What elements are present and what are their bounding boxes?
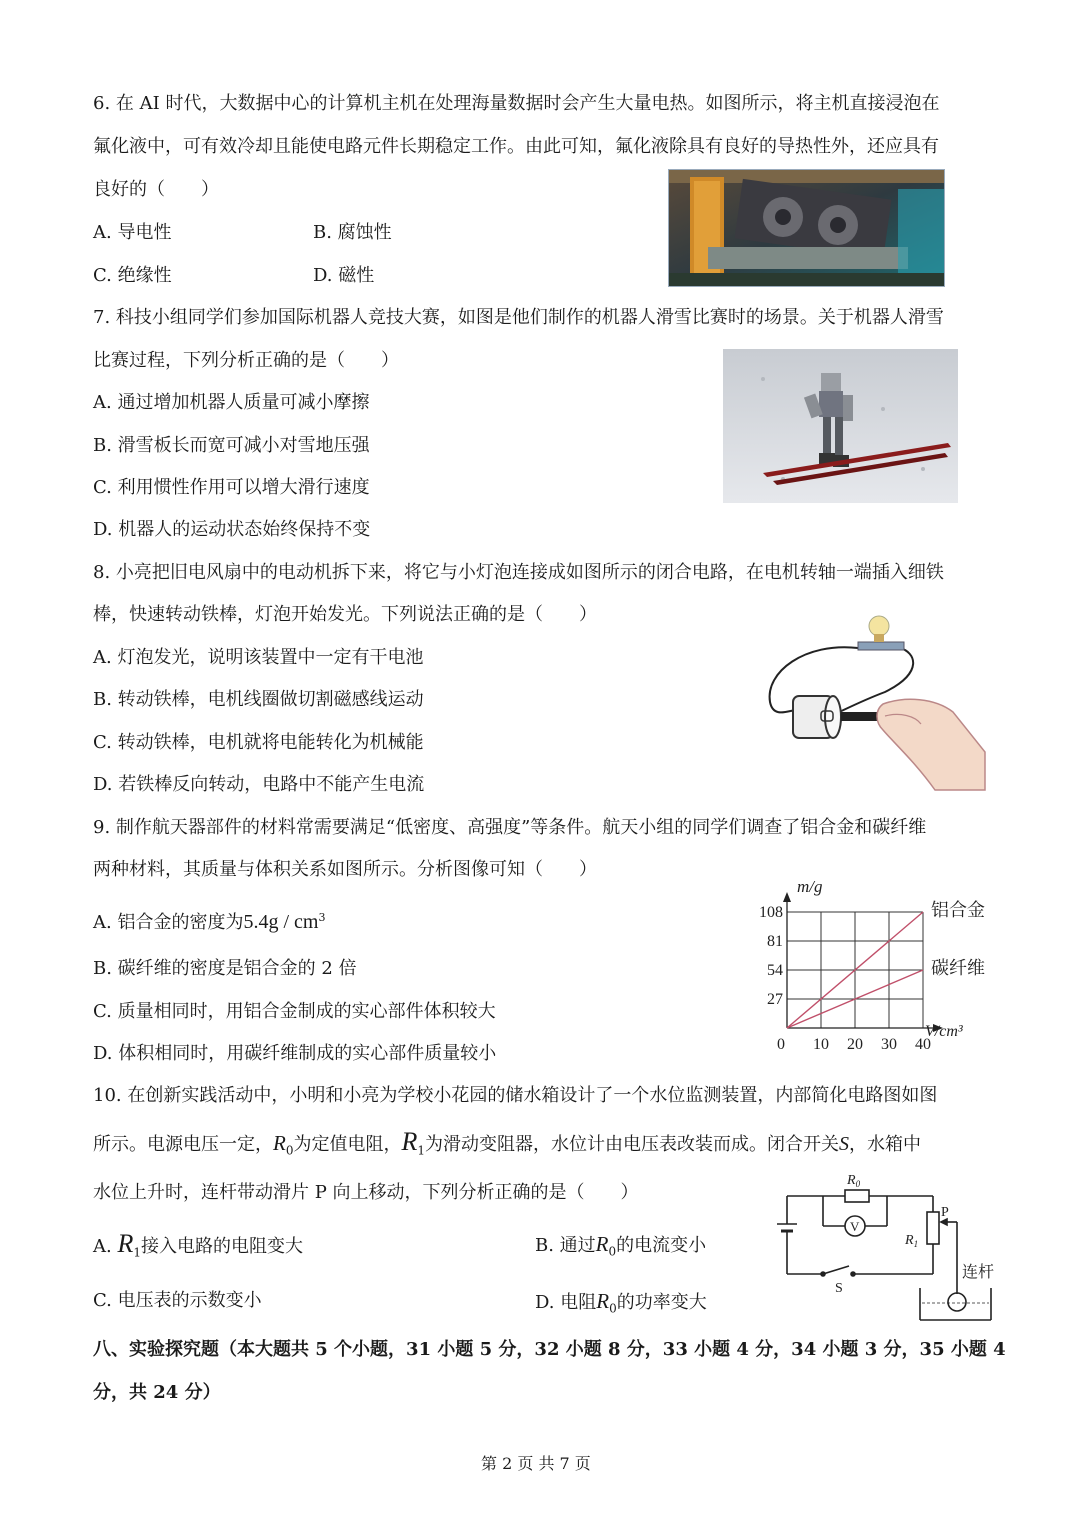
q9-line1: 9. 制作航天器部件的材料常需要满足“低密度、高强度”等条件。航天小组的同学们调查了铝合金和碳纤维 [93, 817, 927, 838]
q10-line2-b: 为定值电阻， [293, 1134, 402, 1155]
chart-x-tick-label: 30 [881, 1036, 897, 1053]
q10-option-b-pre: B. 通过 [535, 1235, 596, 1256]
q6-option-a: A. 导电性 [93, 222, 172, 243]
chart-y-tick-label: 54 [767, 962, 783, 979]
q10-option-b-sub: 0 [608, 1244, 617, 1259]
q7-line2: 比赛过程，下列分析正确的是（ ） [93, 350, 399, 371]
chart-y-tick-label: 81 [767, 933, 783, 950]
q9-option-a [93, 906, 325, 935]
q9-option-d: D. 体积相同时，用碳纤维制成的实心部件质量较小 [93, 1043, 497, 1064]
q10-option-a-pre: A. [93, 1236, 112, 1257]
q7-option-b: B. 滑雪板长而宽可减小对雪地压强 [93, 435, 370, 456]
q9-option-a-sup: 3 [318, 911, 326, 924]
q10-sym-r1: R [401, 1127, 418, 1156]
chart-x-label: V/cm³ [925, 1023, 963, 1040]
immersion-cooling-photo [668, 169, 945, 287]
q8-option-a: A. 灯泡发光，说明该装置中一定有干电池 [93, 647, 424, 668]
float-icon [948, 1293, 966, 1311]
q7-option-a: A. 通过增加机器人质量可减小摩擦 [93, 392, 370, 413]
q10-sym-s: S [839, 1133, 849, 1155]
resistor-r0 [845, 1190, 869, 1202]
q9-option-c: C. 质量相同时，用铝合金制成的实心部件体积较大 [93, 1001, 496, 1022]
q6-line1: 6. 在 AI 时代，大数据中心的计算机主机在处理海量数据时会产生大量电热。如图所示，将主机直接浸泡在 [93, 93, 940, 114]
q7-option-c: C. 利用惯性作用可以增大滑行速度 [93, 477, 370, 498]
q10-option-d [535, 1289, 707, 1321]
q10-sub-1: 1 [417, 1143, 425, 1158]
section8-line2: 分，共 24 分） [93, 1382, 221, 1403]
q10-line2 [93, 1127, 921, 1163]
q7-line1: 7. 科技小组同学们参加国际机器人竞技大赛，如图是他们制作的机器人滑雪比赛时的场景。关于机器人滑雪 [93, 307, 944, 328]
q10-option-d-sym: R [596, 1289, 610, 1313]
q10-line2-a: 所示。电源电压一定， [93, 1134, 273, 1155]
resistor-r1 [927, 1212, 939, 1244]
chart-y-tick-label: 27 [767, 991, 783, 1008]
q8-option-c: C. 转动铁棒，电机就将电能转化为机械能 [93, 732, 424, 753]
circuit-label-r1: $R_1$ [905, 1233, 919, 1249]
q10-line2-d: ，水箱中 [849, 1134, 921, 1155]
chart-y-label: m/g [797, 877, 823, 896]
q6-option-c: C. 绝缘性 [93, 265, 172, 286]
q10-sym-r0: R [273, 1131, 286, 1155]
q6-option-d: D. 磁性 [313, 265, 375, 286]
q6-option-b: B. 腐蚀性 [313, 222, 392, 243]
bulb-holder [858, 642, 904, 650]
q10-sub-0: 0 [285, 1143, 294, 1158]
chart-x-tick-label: 10 [813, 1036, 829, 1053]
circuit-label-s: S [835, 1281, 843, 1296]
circuit-label-rod: 连杆 [962, 1264, 995, 1281]
page-footer: 第 2 页 共 7 页 [481, 1454, 591, 1473]
q10-option-d-post: 的功率变大 [616, 1292, 707, 1313]
circuit-label-v: V [850, 1219, 860, 1234]
q10-option-d-pre: D. 电阻 [535, 1292, 597, 1313]
q10-option-a-post: 接入电路的电阻变大 [141, 1236, 303, 1257]
q7-option-d: D. 机器人的运动状态始终保持不变 [93, 519, 371, 540]
skiing-robot-photo [723, 349, 958, 503]
chart-x-tick-label: 0 [777, 1036, 785, 1053]
q10-option-a-sym: R [117, 1229, 134, 1258]
q8-line1: 8. 小亮把旧电风扇中的电动机拆下来，将它与小灯泡连接成如图所示的闭合电路，在电机转轴一端插入细铁 [93, 562, 944, 583]
hand-icon [877, 699, 985, 790]
circuit-label-r0: $R_0$ [847, 1173, 861, 1189]
q10-option-b-sym: R [595, 1232, 609, 1256]
chart-y-tick-label: 108 [759, 904, 783, 921]
mass-volume-chart [745, 872, 995, 1057]
q6-line3: 良好的（ ） [93, 179, 219, 200]
q9-option-a-text: A. 铝合金的密度为 [93, 912, 244, 933]
q10-option-a [93, 1229, 303, 1265]
chart-series-label: 铝合金 [931, 900, 985, 920]
q10-option-d-sub: 0 [609, 1301, 617, 1316]
switch-s [823, 1266, 849, 1274]
q9-option-a-value: 5.4g / cm [243, 911, 319, 933]
section8-line1: 八、实验探究题（本大题共 5 个小题，31 小题 5 分，32 小题 8 分，33 小题 4 分，34 小题 3 分，35 小题 4 [93, 1339, 1006, 1360]
q10-option-b-post: 的电流变小 [616, 1235, 707, 1256]
q9-line2: 两种材料，其质量与体积关系如图所示。分析图像可知（ ） [93, 859, 597, 880]
chart-series-label: 碳纤维 [931, 958, 985, 978]
circuit-label-p: P [941, 1205, 949, 1220]
q10-option-b [535, 1232, 706, 1264]
q6-line2: 氟化液中，可有效冷却且能使电路元件长期稳定工作。由此可知，氟化液除具有良好的导热性外，还应具有 [93, 136, 939, 157]
chart-x-tick-label: 20 [847, 1036, 863, 1053]
q10-line1: 10. 在创新实践活动中，小明和小亮为学校小花园的储水箱设计了一个水位监测装置，内部简化电路图如图 [93, 1085, 938, 1106]
bulb-icon [869, 616, 889, 636]
motor-bulb-figure [765, 612, 990, 792]
chart-x-tick-label: 40 [915, 1036, 931, 1053]
q8-option-b: B. 转动铁棒，电机线圈做切割磁感线运动 [93, 689, 424, 710]
q10-option-c: C. 电压表的示数变小 [93, 1290, 262, 1311]
q8-option-d: D. 若铁棒反向转动，电路中不能产生电流 [93, 774, 425, 795]
chart-y-arrow [783, 892, 791, 902]
q10-option-a-sub: 1 [133, 1245, 141, 1260]
q10-line3: 水位上升时，连杆带动滑片 P 向上移动，下列分析正确的是（ ） [93, 1182, 639, 1203]
q10-line2-c: 为滑动变阻器，水位计由电压表改装而成。闭合开关 [425, 1134, 839, 1155]
q8-line2: 棒，快速转动铁棒，灯泡开始发光。下列说法正确的是（ ） [93, 604, 597, 625]
water-level-circuit [765, 1170, 1000, 1330]
q9-option-b: B. 碳纤维的密度是铝合金的 2 倍 [93, 958, 357, 979]
